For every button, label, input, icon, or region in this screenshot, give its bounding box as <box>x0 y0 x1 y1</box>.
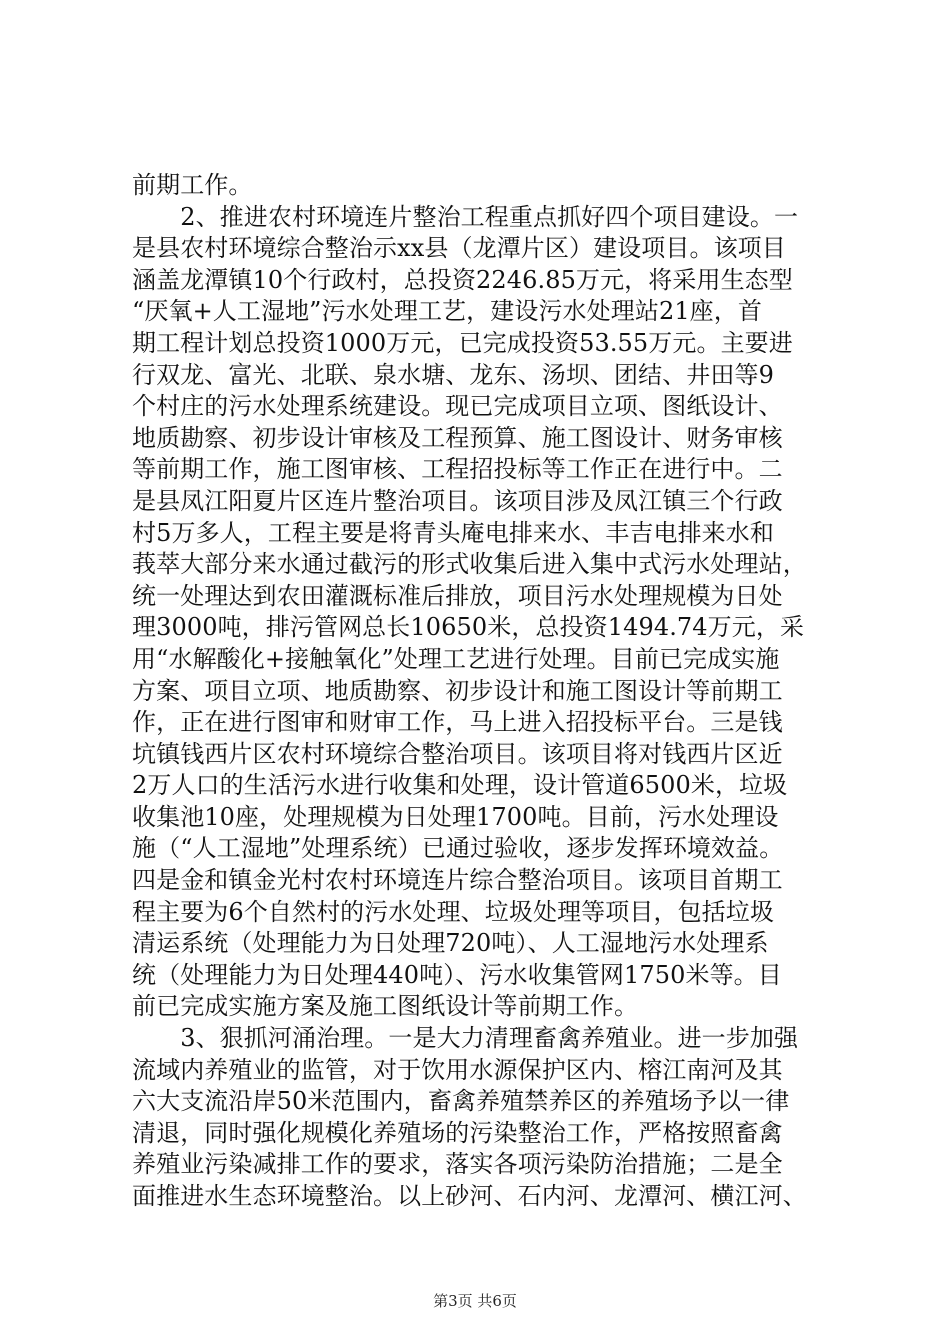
text-line: 作，正在进行图审和财审工作，马上进入招投标平台。三是钱 <box>132 708 783 737</box>
text-line: 收集池10座，处理规模为日处理1700吨。目前，污水处理设 <box>132 802 779 831</box>
text-line: 清运系统（处理能力为日处理720吨）、人工湿地污水处理系 <box>132 929 769 958</box>
text-line: 统（处理能力为日处理440吨）、污水收集管网1750米等。目 <box>132 960 782 989</box>
text-line: 期工程计划总投资1000万元，已完成投资53.55万元。主要进 <box>132 328 793 357</box>
text-line: 理3000吨，排污管网总长10650米，总投资1494.74万元，采 <box>132 613 805 642</box>
text-line: 坑镇钱西片区农村环境综合整治项目。该项目将对钱西片区近 <box>132 739 783 768</box>
text-line: 面推进水生态环境整治。以上砂河、石内河、龙潭河、横江河、 <box>132 1182 807 1210</box>
text-line: 流域内养殖业的监管，对于饮用水源保护区内、榕江南河及其 <box>132 1055 783 1084</box>
text-line: 地质勘察、初步设计审核及工程预算、施工图设计、财务审核 <box>132 423 783 452</box>
text-line: 六大支流沿岸50米范围内，畜禽养殖禁养区的养殖场予以一律 <box>132 1087 790 1116</box>
page-footer: 第3页 共6页 <box>433 1292 517 1310</box>
text-line: 2、推进农村环境连片整治工程重点抓好四个项目建设。一 <box>132 202 799 231</box>
text-line: 清退，同时强化规模化养殖场的污染整治工作，严格按照畜禽 <box>132 1118 783 1147</box>
text-line: 行双龙、富光、北联、泉水塘、龙东、汤坝、团结、井田等9 <box>132 360 774 389</box>
text-line: 施（“人工湿地”处理系统）已通过验收，逐步发挥环境效益。 <box>132 834 784 863</box>
text-line: 3、狠抓河涌治理。一是大力清理畜禽养殖业。进一步加强 <box>132 1024 799 1053</box>
text-line: 等前期工作，施工图审核、工程招投标等工作正在进行中。二 <box>132 455 783 484</box>
text-line: 是县凤江阳夏片区连片整治项目。该项目涉及凤江镇三个行政 <box>132 486 783 515</box>
text-line: “厌氧+人工湿地”污水处理工艺，建设污水处理站21座，首 <box>132 297 762 326</box>
text-line: 统一处理达到农田灌溉标准后排放，项目污水处理规模为日处 <box>132 581 783 610</box>
text-line: 是县农村环境综合整治示xx县（龙潭片区）建设项目。该项目 <box>132 234 786 263</box>
text-line: 四是金和镇金光村农村环境连片综合整治项目。该项目首期工 <box>132 866 783 895</box>
text-line: 涵盖龙潭镇10个行政村，总投资2246.85万元，将采用生态型 <box>132 265 793 294</box>
text-line: 村5万多人，工程主要是将青头庵电排来水、丰吉电排来水和 <box>132 518 774 547</box>
text-line: 用“水解酸化+接触氧化”处理工艺进行处理。目前已完成实施 <box>132 644 780 673</box>
text-line: 方案、项目立项、地质勘察、初步设计和施工图设计等前期工 <box>132 676 783 705</box>
text-line: 前期工作。 <box>132 171 253 199</box>
body-text <box>132 170 832 1213</box>
text-line: 前已完成实施方案及施工图纸设计等前期工作。 <box>132 992 639 1021</box>
text-line: 个村庄的污水处理系统建设。现已完成项目立项、图纸设计、 <box>132 392 783 421</box>
text-line: 2万人口的生活污水进行收集和处理，设计管道6500米，垃圾 <box>132 771 788 800</box>
text-line: 程主要为6个自然村的污水处理、垃圾处理等项目，包括垃圾 <box>132 897 774 926</box>
text-line: 莪萃大部分来水通过截污的形式收集后进入集中式污水处理站， <box>132 550 807 579</box>
text-line: 养殖业污染减排工作的要求，落实各项污染防治措施；二是全 <box>132 1150 783 1179</box>
